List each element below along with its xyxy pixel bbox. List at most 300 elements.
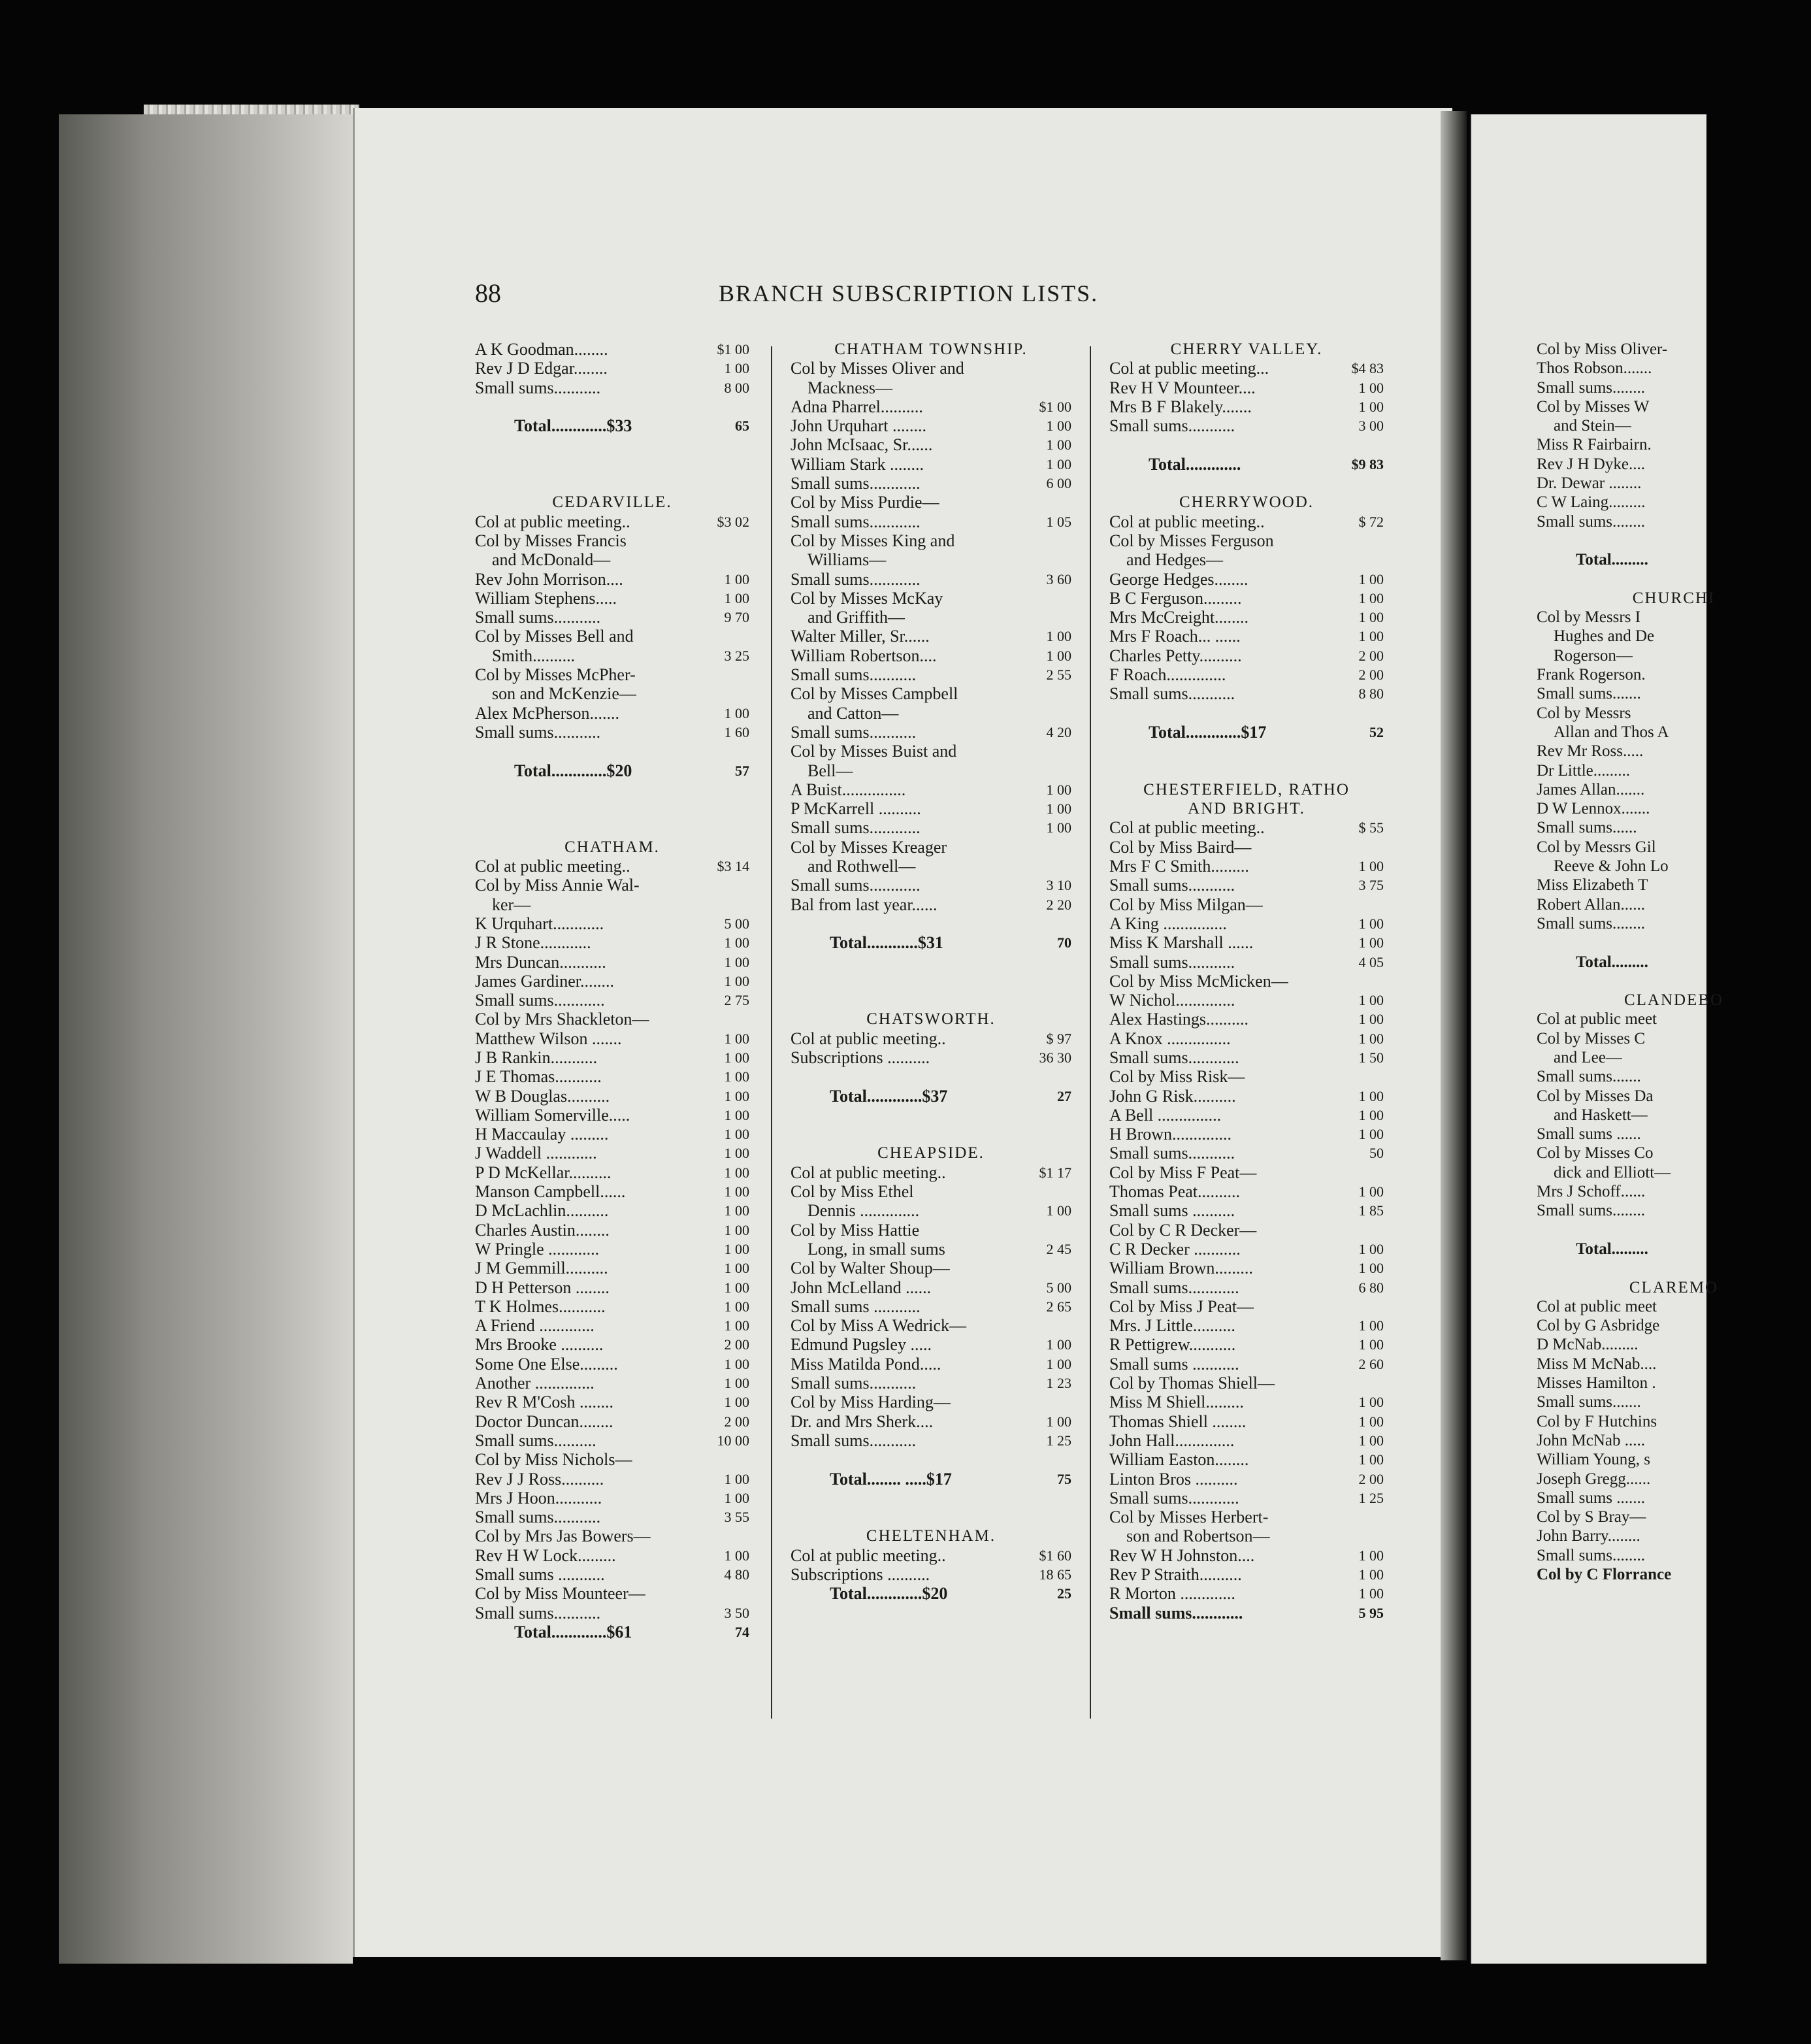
entry-amount (1343, 1163, 1384, 1182)
entry-name: dick and Elliott— (1554, 1163, 1671, 1181)
entry-amount: 70 (1057, 934, 1071, 951)
subscription-row (1109, 972, 1384, 991)
subscription-row (475, 1526, 749, 1545)
entry-amount (1770, 953, 1811, 972)
entry-amount: $3 14 (717, 858, 749, 875)
entry-name: Matthew Wilson ....... (475, 1029, 622, 1048)
subscription-row (475, 1546, 749, 1565)
entry-amount (1770, 780, 1811, 799)
entry-amount: 2 00 (1358, 667, 1384, 684)
entry-name: John G Risk.......... (1109, 1086, 1236, 1106)
subscription-row (1109, 1526, 1384, 1545)
entry-amount: 27 (1057, 1087, 1071, 1104)
subscription-row (1109, 876, 1384, 895)
subscription-row (1109, 1029, 1384, 1048)
entry-amount: 1 00 (724, 1126, 749, 1143)
subscription-row (791, 1201, 1071, 1220)
subscription-row (475, 1470, 749, 1489)
section-heading: CHERRY VALLEY. (1170, 340, 1323, 358)
page-title: BRANCH SUBSCRIPTION LISTS. (719, 280, 1099, 306)
subscription-row (1537, 378, 1811, 397)
entry-name: Small sums............ (791, 876, 921, 895)
entry-name: and Griffith— (808, 608, 905, 627)
entry-amount (1031, 378, 1071, 397)
entry-amount (1770, 1526, 1811, 1545)
subscription-row (475, 1565, 749, 1584)
entry-name: Total......... (1576, 1240, 1648, 1258)
entry-name: William Easton........ (1109, 1450, 1249, 1470)
subscription-row (791, 818, 1071, 837)
entry-amount (709, 627, 749, 646)
entry-amount (1031, 589, 1071, 608)
spacer (1537, 531, 1811, 550)
entry-amount (1770, 684, 1811, 703)
entry-name: Col by Messrs Gil (1537, 838, 1656, 856)
subscription-row (1537, 1106, 1811, 1125)
entry-amount (1770, 1067, 1811, 1086)
entry-amount (709, 531, 749, 550)
subscription-row (475, 1393, 749, 1411)
subscription-row (475, 1029, 749, 1048)
entry-name: Rev H V Mounteer.... (1109, 378, 1256, 397)
entry-amount (1770, 1450, 1811, 1469)
entry-amount (1770, 1355, 1811, 1374)
entry-amount: 5 00 (1046, 1279, 1071, 1296)
entry-amount (1770, 1412, 1811, 1431)
entry-amount: 1 00 (1358, 915, 1384, 932)
entry-name: Alex McPherson....... (475, 703, 619, 723)
subscription-row (1109, 991, 1384, 1010)
subscription-row (791, 857, 1071, 876)
entry-amount: 5 00 (724, 915, 749, 932)
subscription-row (1109, 416, 1384, 435)
total-row (791, 1470, 1071, 1489)
entry-name: William Stephens..... (475, 588, 617, 608)
subscription-row (1109, 550, 1384, 569)
entry-amount: 1 00 (724, 1202, 749, 1219)
entry-name: James Allan....... (1537, 780, 1645, 799)
entry-amount (1770, 1240, 1811, 1259)
subscription-row (1109, 1565, 1384, 1584)
entry-name: Total.............$33 (514, 416, 632, 436)
subscription-row (1537, 914, 1811, 933)
subscription-row (475, 589, 749, 608)
subscription-row (791, 1221, 1071, 1240)
subscription-row (475, 1221, 749, 1240)
subscription-row (1537, 1393, 1811, 1411)
subscription-row (475, 1316, 749, 1335)
column-1 (475, 340, 749, 1641)
subscription-row (1109, 1259, 1384, 1278)
entry-amount (1770, 1010, 1811, 1029)
subscription-row (1109, 1106, 1384, 1125)
entry-name: Adna Pharrel.......... (791, 397, 923, 416)
entry-amount: 1 00 (724, 1317, 749, 1334)
entry-name: Small sums........... (475, 378, 601, 397)
subscription-row (1109, 1374, 1384, 1393)
entry-amount (1770, 1374, 1811, 1393)
entry-amount: 2 75 (724, 992, 749, 1009)
entry-amount: 1 00 (1358, 398, 1384, 415)
entry-amount: 1 00 (1046, 1202, 1071, 1219)
entry-name: William Somerville..... (475, 1105, 630, 1125)
entry-name: Small sums............ (791, 474, 921, 493)
subscription-row (475, 1489, 749, 1508)
entry-amount (1770, 723, 1811, 742)
entry-name: and Rothwell— (808, 857, 916, 876)
entry-amount (1770, 1297, 1811, 1316)
subscription-row (475, 933, 749, 952)
subscription-row (791, 1278, 1071, 1297)
subscription-row (475, 1297, 749, 1316)
entry-name: Col by Miss F Peat— (1109, 1162, 1257, 1182)
subscription-row (791, 1374, 1071, 1393)
entry-amount: 1 00 (1046, 800, 1071, 817)
subscription-row (1109, 1221, 1384, 1240)
column-divider (771, 346, 772, 1719)
subscription-row (1109, 1297, 1384, 1316)
entry-name: Small sums............ (1109, 1603, 1243, 1623)
entry-name: Rev W H Johnston.... (1109, 1545, 1255, 1565)
subscription-row (475, 378, 749, 397)
subscription-row (791, 1335, 1071, 1354)
entry-name: Dennis .............. (808, 1201, 920, 1221)
subscription-row (475, 1431, 749, 1450)
entry-name: Small sums....... (1537, 685, 1641, 703)
subscription-row (1537, 665, 1811, 684)
entry-name: W B Douglas.......... (475, 1086, 610, 1106)
entry-amount: 6 00 (1046, 475, 1071, 492)
entry-name: Walter Miller, Sr...... (791, 627, 930, 646)
entry-amount: 1 00 (724, 1375, 749, 1392)
entry-amount: 3 60 (1046, 570, 1071, 587)
subscription-row (475, 665, 749, 684)
subscription-row (475, 1201, 749, 1220)
subscription-row (475, 1240, 749, 1259)
subscription-row (475, 1182, 749, 1201)
subscription-row (1537, 416, 1811, 435)
right-page (1470, 114, 1724, 1964)
subscription-row (1109, 1163, 1384, 1182)
entry-name: Charles Austin........ (475, 1220, 610, 1240)
entry-name: Small sums ........... (791, 1296, 921, 1316)
entry-name: C W Laing......... (1537, 493, 1646, 512)
entry-name: Mrs. J Little.......... (1109, 1316, 1235, 1336)
entry-amount: 2 45 (1046, 1240, 1071, 1257)
subscription-row (1537, 1470, 1811, 1489)
subscription-row (791, 742, 1071, 761)
entry-name: Col at public meeting... (1109, 359, 1269, 378)
entry-name: Col at public meet (1537, 1010, 1657, 1029)
entry-name: Small sums........ (1537, 512, 1645, 531)
subscription-row (1109, 627, 1384, 646)
subscription-row (791, 1029, 1071, 1048)
entry-amount: 3 25 (724, 647, 749, 664)
subscription-row (1537, 512, 1811, 531)
entry-amount: 1 00 (1358, 1087, 1384, 1104)
entry-amount (1343, 895, 1384, 914)
entry-amount (1770, 435, 1811, 454)
entry-name: Col by Misses King and (791, 531, 955, 550)
subscription-row (791, 646, 1071, 665)
entry-amount: 4 80 (724, 1566, 749, 1583)
entry-name: John Hall.............. (1109, 1430, 1235, 1450)
section-heading: CHURCHI (1632, 589, 1716, 607)
entry-name: Col by Misses W (1537, 397, 1650, 416)
subscription-row (1537, 780, 1811, 799)
entry-amount: 2 00 (1358, 647, 1384, 664)
entry-name: William Robertson.... (791, 646, 937, 665)
entry-name: Joseph Gregg...... (1537, 1470, 1651, 1488)
entry-name: Small sums........... (1109, 416, 1235, 436)
entry-name: Col by Thomas Shiell— (1109, 1374, 1275, 1393)
entry-name: Small sums ........... (475, 1565, 605, 1584)
entry-name: Frank Rogerson. (1537, 666, 1646, 684)
entry-name: Small sums........ (1537, 1202, 1645, 1220)
subscription-row (791, 550, 1071, 569)
entry-name: F Roach.............. (1109, 665, 1226, 685)
entry-amount (1031, 531, 1071, 550)
entry-amount (709, 1010, 749, 1029)
page-number: 88 (475, 278, 501, 308)
entry-amount (1770, 416, 1811, 435)
subscription-row (1109, 531, 1384, 550)
entry-amount (1770, 1048, 1811, 1067)
subscription-row (1537, 838, 1811, 857)
section-heading: CLAREMO (1629, 1278, 1719, 1296)
entry-name: H Maccaulay ......... (475, 1125, 609, 1144)
entry-amount (1770, 627, 1811, 646)
entry-name: Rev H W Lock......... (475, 1545, 616, 1565)
subscription-row (1537, 857, 1811, 876)
entry-amount: 4 20 (1046, 723, 1071, 740)
total-row (1109, 455, 1384, 474)
spacer (1109, 435, 1384, 454)
subscription-row (1537, 455, 1811, 474)
entry-amount: 52 (1369, 723, 1384, 740)
entry-amount: 2 20 (1046, 896, 1071, 913)
subscription-row (1537, 627, 1811, 646)
entry-amount: 1 00 (724, 1087, 749, 1104)
entry-name: Col by Miss Annie Wal- (475, 876, 640, 895)
subscription-row (475, 512, 749, 531)
entry-name: Col by C Florrance (1537, 1566, 1672, 1583)
entry-name: Col by C R Decker— (1109, 1220, 1257, 1240)
entry-name: Col by F Hutchins (1537, 1412, 1657, 1430)
entry-name: Col by Miss Ethel (791, 1182, 914, 1202)
entry-name: Col by Miss Mounteer— (475, 1584, 645, 1604)
subscription-row (1109, 608, 1384, 627)
entry-amount: 75 (1057, 1470, 1071, 1487)
spacer (791, 991, 1071, 1010)
entry-name: Some One Else......... (475, 1354, 618, 1374)
entry-amount (1770, 474, 1811, 493)
entry-name: Col by Misses Bell and (475, 627, 634, 646)
subscription-row (1537, 1355, 1811, 1374)
entry-name: Small sums ....... (1537, 1489, 1645, 1507)
entry-amount: $1 00 (717, 341, 749, 357)
entry-amount: 1 00 (1358, 1432, 1384, 1449)
subscription-row (1537, 435, 1811, 454)
entry-amount: 1 00 (724, 1260, 749, 1277)
section-heading: CHELTENHAM. (866, 1527, 996, 1545)
entry-amount (1770, 1029, 1811, 1048)
entry-amount (1770, 1182, 1811, 1201)
entry-name: son and Robertson— (1126, 1526, 1270, 1546)
entry-name: Col at public meeting.. (791, 1162, 946, 1182)
entry-name: Mrs B F Blakely....... (1109, 397, 1252, 416)
entry-name: Small sums........... (475, 608, 601, 627)
subscription-row (791, 838, 1071, 857)
entry-amount (1770, 378, 1811, 397)
column-3 (1109, 340, 1384, 1623)
entry-name: Col by Misses Co (1537, 1144, 1654, 1162)
subscription-row (791, 512, 1071, 531)
subscription-row (1109, 1048, 1384, 1067)
spacer (475, 818, 749, 837)
subscription-row (1109, 1546, 1384, 1565)
spacer (1537, 1221, 1811, 1240)
spacer (475, 780, 749, 819)
subscription-row (1109, 1489, 1384, 1508)
entry-name: Manson Campbell...... (475, 1182, 626, 1202)
entry-name: W Pringle ............ (475, 1239, 600, 1259)
subscription-row (791, 1546, 1071, 1565)
entry-amount: $4 83 (1351, 360, 1384, 377)
entry-name: P D McKellar.......... (475, 1162, 612, 1182)
entry-amount (1770, 493, 1811, 512)
subscription-row (791, 570, 1071, 589)
subscription-row (1109, 397, 1384, 416)
subscription-row (1537, 761, 1811, 780)
entry-name: Col at public meeting.. (475, 512, 630, 531)
entry-amount: 2 55 (1046, 667, 1071, 684)
entry-name: Rev J D Edgar........ (475, 359, 608, 378)
entry-amount: 1 00 (1358, 1030, 1384, 1047)
entry-name: Col by Miss Baird— (1109, 837, 1252, 857)
entry-amount (1031, 684, 1071, 703)
entry-name: and Catton— (808, 703, 899, 723)
subscription-row (791, 531, 1071, 550)
subscription-row (1537, 493, 1811, 512)
subscription-row (1109, 857, 1384, 876)
entry-name: Rogerson— (1554, 646, 1633, 665)
subscription-row (1109, 1431, 1384, 1450)
entry-name: Charles Petty.......... (1109, 646, 1242, 665)
subscription-row (475, 1106, 749, 1125)
entry-amount: 2 00 (724, 1336, 749, 1353)
entry-amount (1770, 742, 1811, 761)
entry-amount: 1 00 (724, 1489, 749, 1506)
entry-amount: 1 25 (1358, 1489, 1384, 1506)
entry-name: Linton Bros .......... (1109, 1469, 1238, 1489)
entry-name: and Haskett— (1554, 1106, 1648, 1124)
entry-name: Thomas Peat.......... (1109, 1182, 1241, 1202)
entry-name: Col by Mrs Jas Bowers— (475, 1526, 651, 1546)
entry-name: Rev Mr Ross..... (1537, 742, 1644, 761)
entry-amount: 65 (735, 418, 749, 435)
subscription-row (1537, 1526, 1811, 1545)
entry-amount: 1 00 (1358, 858, 1384, 875)
entry-name: A Friend ............. (475, 1316, 595, 1336)
entry-amount (709, 876, 749, 895)
subscription-row (1537, 742, 1811, 761)
subscription-row (1537, 1201, 1811, 1220)
entry-amount: 3 50 (724, 1604, 749, 1621)
subscription-row (1109, 1604, 1384, 1623)
subscription-row (1537, 1182, 1811, 1201)
subscription-row (1537, 359, 1811, 378)
subscription-row (1109, 1584, 1384, 1603)
subscription-row (791, 799, 1071, 818)
subscription-row (1537, 474, 1811, 493)
spacer (1109, 742, 1384, 780)
entry-amount: $ 72 (1358, 513, 1384, 530)
subscription-row (1109, 646, 1384, 665)
subscription-row (1537, 1412, 1811, 1431)
entry-amount (1770, 857, 1811, 876)
entry-name: Col at public meeting.. (1109, 512, 1265, 531)
entry-amount: 1 00 (1358, 1585, 1384, 1602)
subscription-row (1109, 1125, 1384, 1144)
subscription-row (791, 876, 1071, 895)
entry-name: W Nichol.............. (1109, 991, 1235, 1010)
entry-amount: 1 00 (1046, 418, 1071, 435)
entry-name: and Lee— (1554, 1048, 1622, 1066)
entry-name: Miss K Marshall ...... (1109, 933, 1254, 953)
entry-name: Total.............$20 (830, 1584, 948, 1604)
spacer (791, 1489, 1071, 1527)
entry-name: Total......... (1576, 551, 1648, 569)
entry-name: John Urquhart ........ (791, 416, 926, 436)
subscription-row (475, 340, 749, 359)
entry-name: Miss Matilda Pond..... (791, 1354, 941, 1374)
subscription-row (475, 1278, 749, 1297)
entry-amount: $1 17 (1039, 1164, 1071, 1181)
total-row (475, 761, 749, 780)
entry-amount (1343, 531, 1384, 550)
entry-name: Hughes and De (1554, 627, 1655, 646)
entry-amount (1343, 838, 1384, 857)
entry-name: A K Goodman........ (475, 340, 608, 359)
entry-name: Small sums........... (1109, 876, 1235, 895)
subscription-row (1109, 1412, 1384, 1431)
entry-amount: 3 55 (724, 1509, 749, 1526)
subscription-row (791, 780, 1071, 799)
entry-amount: 1 00 (724, 1240, 749, 1257)
entry-amount: 1 00 (724, 1394, 749, 1411)
entry-name: Mrs Brooke .......... (475, 1335, 604, 1355)
entry-amount: 1 00 (1358, 1566, 1384, 1583)
entry-amount: 3 00 (1358, 418, 1384, 435)
subscription-row (1537, 397, 1811, 416)
subscription-row (1109, 378, 1384, 397)
total-row (791, 1087, 1071, 1106)
entry-name: Col by Misses Herbert- (1109, 1508, 1269, 1527)
entry-name: son and McKenzie— (492, 684, 636, 704)
entry-amount: 1 00 (1046, 819, 1071, 836)
subscription-row (791, 359, 1071, 378)
subscription-row (1109, 933, 1384, 952)
entry-amount (709, 1450, 749, 1469)
subscription-row (791, 704, 1071, 723)
entry-amount: 1 00 (1358, 1126, 1384, 1143)
spacer (1537, 972, 1811, 991)
subscription-row (475, 953, 749, 972)
subscription-row (1537, 1067, 1811, 1086)
right-page-column (1537, 340, 1811, 1584)
spacer (475, 397, 749, 416)
